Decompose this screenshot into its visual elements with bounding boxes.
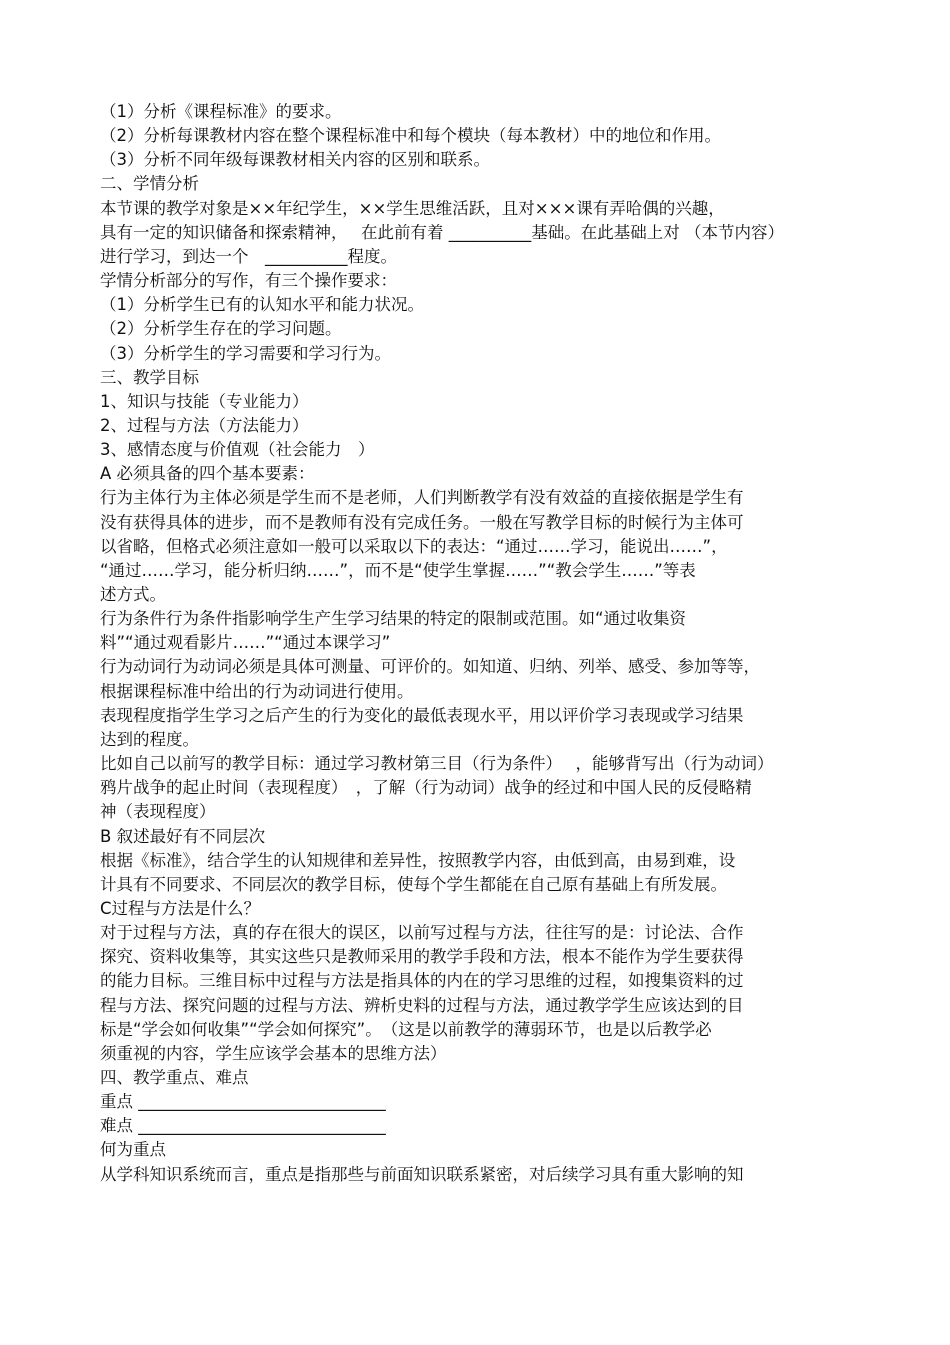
text-line: 行为条件行为条件指影响学生产生学习结果的特定的限制或范围。如“通过收集资 [100,609,687,629]
text-line: （3）分析学生的学习需要和学习行为。 [100,343,391,363]
text-line: C过程与方法是什么？ [100,898,261,918]
text-line: A 必须具备的四个基本要素： [100,464,315,484]
text-line: 没有获得具体的进步，而不是教师有没有完成任务。一般在写教学目标的时候行为主体可 [100,512,744,532]
text-line: 学情分析部分的写作，有三个操作要求： [100,271,397,291]
text-line: 计具有不同要求、不同层次的教学目标，使每个学生都能在自己原有基础上有所发展。 [100,874,727,894]
text-line: B 叙述最好有不同层次 [100,826,266,846]
text-line: 根据《标准》，结合学生的认知规律和差异性，按照教学内容，由低到高，由易到难，设 [100,850,736,870]
text-line: 三、教学目标 [100,367,199,387]
text-line: 行为动词行为动词必须是具体可测量、可评价的。如知道、归纳、列举、感受、参加等等， [100,657,760,677]
text-line: 根据课程标准中给出的行为动词进行使用。 [100,681,414,701]
text-line: 达到的程度。 [100,729,199,749]
text-line: 鸦片战争的起止时间（表现程度） ，了解（行为动词）战争的经过和中国人民的反侵略精 [100,778,752,798]
text-line: 行为主体行为主体必须是学生而不是老师，人们判断教学有没有效益的直接依据是学生有 [100,488,744,508]
text-line: 对于过程与方法，真的存在很大的误区，以前写过程与方法，往往写的是：讨论法、合作 [100,923,744,943]
text-line: 须重视的内容，学生应该学会基本的思维方法） [100,1043,447,1063]
text-line: 以省略，但格式必须注意如一般可以采取以下的表达：“通过……学习，能说出……”， [100,536,728,556]
text-line: 3、感情态度与价值观（社会能力 ） [100,440,375,460]
text-line: （1）分析学生已有的认知水平和能力状况。 [100,295,424,315]
text-line: “通过……学习，能分析归纳……”，而不是“使学生掌握……”“教会学生……”等表 [100,560,696,580]
text-line: （3）分析不同年级每课教材相关内容的区别和联系。 [100,150,490,170]
text-line: （1）分析《课程标准》的要求。 [100,102,342,121]
text-line: 重点 ______________________________ [100,1092,386,1112]
text-line: 2、过程与方法（方法能力） [100,415,309,435]
text-line: 述方式。 [100,585,166,604]
text-line: 四、教学重点、难点 [100,1068,249,1087]
text-line: 比如自己以前写的教学目标：通过学习教材第三目（行为条件） ，能够背写出（行为动词） [100,754,774,774]
text-line: （2）分析每课教材内容在整个课程标准中和每个模块（每本教材）中的地位和作用。 [100,126,721,146]
text-line: 程与方法、探究问题的过程与方法、辨析史料的过程与方法，通过教学学生应该达到的目 [100,995,744,1015]
text-line: 何为重点 [100,1140,166,1160]
text-line: 表现程度指学生学习之后产生的行为变化的最低表现水平，用以评价学习表现或学习结果 [100,705,744,725]
text-line: 难点 ______________________________ [100,1116,386,1136]
text-line: 二、学情分析 [100,174,199,194]
text-line: 具有一定的知识储备和探索精神， 在此前有着 __________基础。在此基础上对 （本节内容） [100,222,784,242]
text-line: 的能力目标。三维目标中过程与方法是指具体的内在的学习思维的过程，如搜集资料的过 [100,971,744,991]
text-line: 探究、资料收集等，其实这些只是教师采用的教学手段和方法，根本不能作为学生要获得 [100,947,744,967]
text-line: 本节课的教学对象是××年纪学生，××学生思维活跃，且对×××课有弄哈偶的兴趣， [100,198,725,218]
text-line: 1、知识与技能（专业能力） [100,391,309,411]
text-line: 神（表现程度） [100,802,216,822]
text-line: （2）分析学生存在的学习问题。 [100,319,342,339]
text-line: 从学科知识系统而言，重点是指那些与前面知识联系紧密，对后续学习具有重大影响的知 [100,1164,744,1184]
text-line: 标是“学会如何收集”“学会如何探究”。 （这是以前教学的薄弱环节，也是以后教学必 [100,1019,712,1039]
text-line: 进行学习，到达一个 __________程度。 [100,246,397,266]
text-line: 料”“通过观看影片……”“通过本课学习” [100,633,391,653]
